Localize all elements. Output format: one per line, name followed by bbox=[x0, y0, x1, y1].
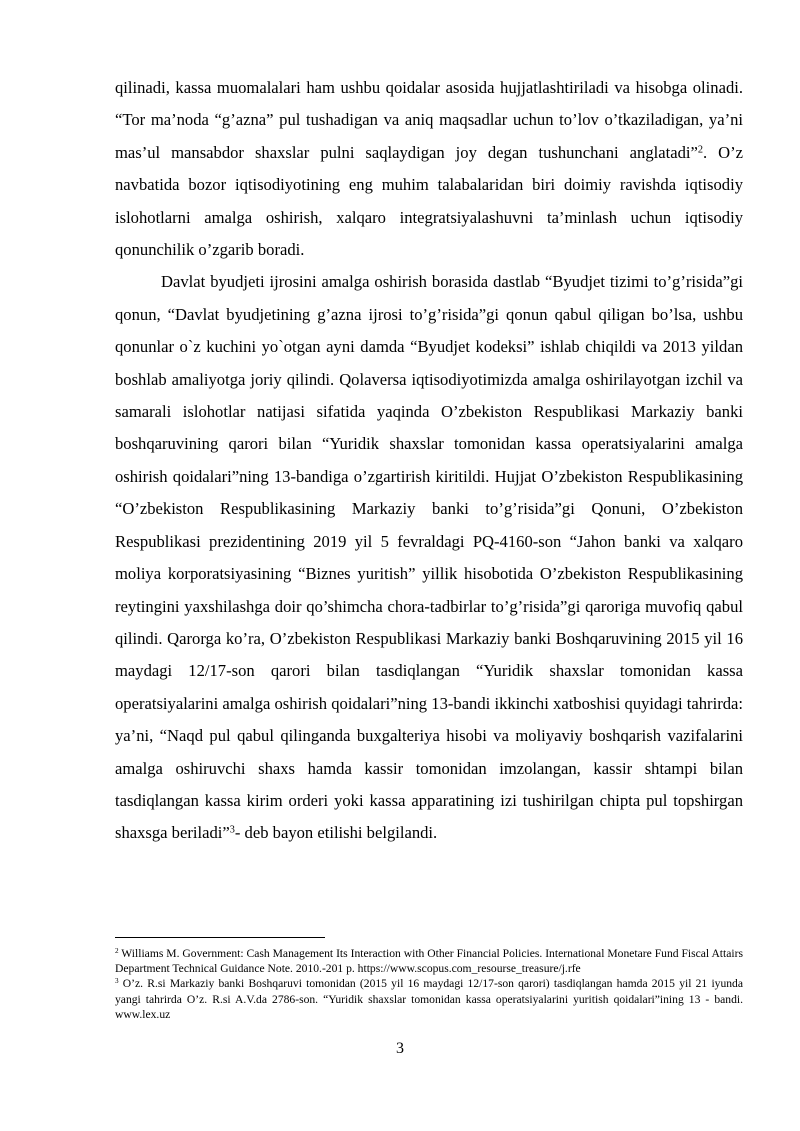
footnote-mark: 3 bbox=[115, 977, 119, 986]
page-number: 3 bbox=[396, 1040, 404, 1057]
body-text bbox=[115, 72, 743, 850]
footnote bbox=[115, 976, 743, 1022]
paragraph bbox=[115, 72, 743, 266]
paragraph-text: Davlat byudjeti ijrosini amalga oshirish borasida dastlab “Byudjet tizimi to’g’risida”gi qonun, “Davlat byudjetining g’azna ijrosi to’g’risida”gi qonun qabul qiligan bo’lsa, ushbu qonunlar o`z kuchini yo`otgan ayni damda “Byudjet kodeksi” ishlab chiqildi va 2013 yildan boshlab amaliyotga joriy qilindi. Qolaversa iqtisodiyotimizda amalga oshirilayotgan izchil va samarali islohotlar natijasi sifatida yaqinda O’zbekiston Respublikasi Markaziy banki boshqaruvining qarori bilan “Yuridik shaxslar tomonidan kassa operatsiyalarini amalga oshirish qoidalari”ning 13-bandiga o’zgartirish kiritildi. Hujjat O’zbekiston Respublikasining “O’zbekiston Respublikasining Markaziy banki to’g’risida”gi Qonuni, O’zbekiston Respublikasi prezidentining 2019 yil 5 fevraldagi PQ-4160-son “Jahon banki va xalqaro moliya korporatsiyasining “Biznes yuritish” yillik hisobotida O’zbekiston Respublikasining reytingini yaxshilashga doir qo’shimcha chora-tadbirlar to’g’risida”gi qaroriga muvofiq qabul qilindi. Qarorga ko’ra, O’zbekiston Respublikasi Markaziy banki Boshqaruvining 2015 yil 16 maydagi 12/17-son qarori bilan tasdiqlangan “Yuridik shaxslar tomonidan kassa operatsiyalarini amalga oshirish qoidalari”ning 13-bandi ikkinchi xatboshisi quyidagi tahrirda: ya’ni, “Naqd pul qabul qilinganda buxgalteriya hisobi va moliyaviy boshqarish vazifalarini amalga oshiruvchi shaxs hamda kassir tomonidan imzolangan, kassir shtampi bilan tasdiqlangan kassa kirim orderi yoki kassa apparatining izi tushirilgan chipta pul topshirgan shaxsga beriladi” bbox=[115, 272, 743, 843]
paragraph-text: . O’z navbatida bozor iqtisodiyotining eng muhim talabalaridan biri doimiy ravishda iqtisodiy islohotlarni amalga oshirish, xalqaro integratsiyalashuvni ta’minlash uchun iqtisodiy qonunchilik o’zgarib boradi. bbox=[115, 142, 743, 260]
footnote bbox=[115, 946, 743, 976]
footnote-reference[interactable]: 2 bbox=[697, 144, 703, 156]
paragraph bbox=[115, 266, 743, 849]
paragraph-text: qilinadi, kassa muomalalari ham ushbu qoidalar asosida hujjatlashtiriladi va hisobga olinadi. “Tor ma’noda “g’azna” pul tushadigan va aniq maqsadlar uchun to’lov o’tkaziladigan, ya’ni mas’ul mansabdor shaxslar pulni saqlaydigan joy degan tushunchani anglatadi” bbox=[115, 78, 743, 162]
footnote-text: Williams M. Government: Cash Management Its Interaction with Other Financial Policies. International Monetare Fund Fiscal Attairs Department Technical Guidance Note. 2010.-201 p. https://www.scopus.com_resourse_treasure/j.rfe bbox=[115, 947, 743, 976]
footnotes bbox=[115, 946, 743, 1022]
footnote-text: O’z. R.si Markaziy banki Boshqaruvi tomonidan (2015 yil 16 maydagi 12/17-son qarori) tasdiqlangan hamda 2015 yil 21 iyunda yangi tahrirda O’z. R.si A.V.da 2786-son. “Yuridik shaxslar tomonidan kassa operatsiyalarini yuritish qoidalari”ining 13 - bandi. www.lex.uz bbox=[115, 977, 743, 1021]
footnote-reference[interactable]: 3 bbox=[229, 824, 235, 836]
footnote-separator bbox=[115, 937, 325, 938]
paragraph-text: - deb bayon etilishi belgilandi. bbox=[234, 823, 438, 843]
footnote-mark: 2 bbox=[115, 947, 119, 956]
